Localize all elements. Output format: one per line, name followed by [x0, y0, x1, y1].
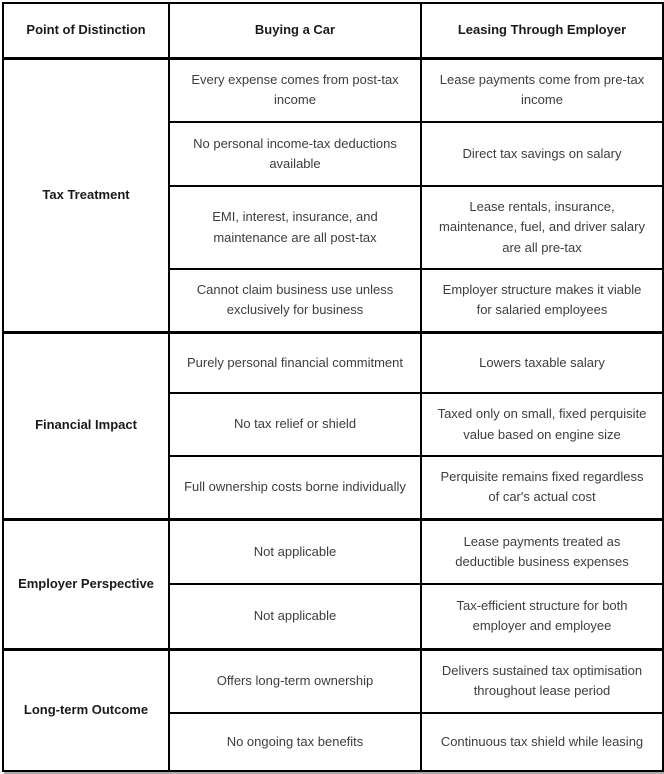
buying-cell: No personal income-tax deductions available — [169, 122, 421, 186]
header-row — [3, 3, 663, 58]
leasing-cell: Lowers taxable salary — [421, 332, 663, 393]
buying-cell: Not applicable — [169, 519, 421, 584]
table-row — [3, 649, 663, 713]
group-long-term-outcome — [3, 649, 663, 771]
header-point-of-distinction: Point of Distinction — [3, 3, 169, 58]
buying-cell: Purely personal financial commitment — [169, 332, 421, 393]
leasing-cell: Delivers sustained tax optimisation throughout lease period — [421, 649, 663, 713]
comparison-table — [2, 2, 664, 772]
category-cell: Financial Impact — [3, 332, 169, 519]
buying-cell: No ongoing tax benefits — [169, 713, 421, 771]
leasing-cell: Continuous tax shield while leasing — [421, 713, 663, 771]
table-row — [3, 58, 663, 122]
table-row — [3, 332, 663, 393]
buying-cell: Offers long-term ownership — [169, 649, 421, 713]
table-row — [3, 519, 663, 584]
group-employer-perspective — [3, 519, 663, 649]
buying-cell: Full ownership costs borne individually — [169, 456, 421, 519]
category-cell: Employer Perspective — [3, 519, 169, 649]
category-cell: Tax Treatment — [3, 58, 169, 332]
header-buying-a-car: Buying a Car — [169, 3, 421, 58]
buying-cell: Cannot claim business use unless exclusively for business — [169, 269, 421, 332]
leasing-cell: Lease payments treated as deductible business expenses — [421, 519, 663, 584]
leasing-cell: Perquisite remains fixed regardless of car's actual cost — [421, 456, 663, 519]
category-cell: Long-term Outcome — [3, 649, 169, 771]
buying-cell: Not applicable — [169, 584, 421, 649]
table-header — [3, 3, 663, 58]
buying-cell: No tax relief or shield — [169, 393, 421, 456]
header-leasing-through-employer: Leasing Through Employer — [421, 3, 663, 58]
leasing-cell: Lease rentals, insurance, maintenance, fuel, and driver salary are all pre-tax — [421, 186, 663, 269]
leasing-cell: Direct tax savings on salary — [421, 122, 663, 186]
group-tax-treatment — [3, 58, 663, 332]
buying-cell: Every expense comes from post-tax income — [169, 58, 421, 122]
leasing-cell: Taxed only on small, fixed perquisite value based on engine size — [421, 393, 663, 456]
leasing-cell: Employer structure makes it viable for salaried employees — [421, 269, 663, 332]
buying-cell: EMI, interest, insurance, and maintenance are all post-tax — [169, 186, 421, 269]
group-financial-impact — [3, 332, 663, 519]
leasing-cell: Tax-efficient structure for both employer and employee — [421, 584, 663, 649]
leasing-cell: Lease payments come from pre-tax income — [421, 58, 663, 122]
